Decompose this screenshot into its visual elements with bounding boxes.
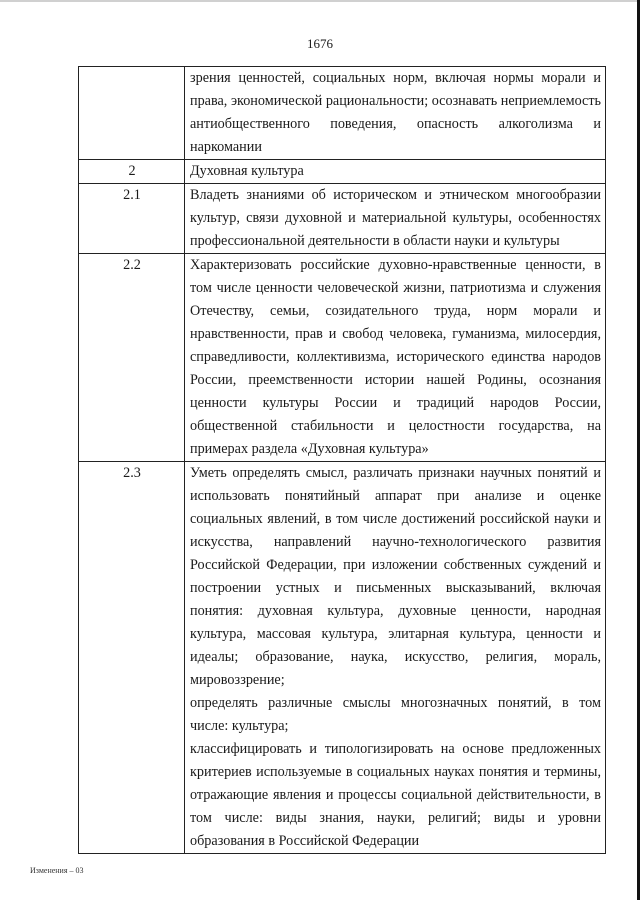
row-text (185, 462, 606, 854)
table-row (79, 462, 606, 854)
table-row (79, 184, 606, 254)
table-row (79, 254, 606, 462)
paragraph: Владеть знаниями об историческом и этническом многообразии культур, связи духовной и материальной культуры, особенностях профессиональной деятельности в области науки и культуры (190, 187, 601, 249)
row-number: 2.1 (79, 184, 185, 254)
scan-edge-top (0, 0, 640, 2)
table-row (79, 67, 606, 160)
row-number (79, 67, 185, 160)
row-text (185, 184, 606, 254)
row-text (185, 254, 606, 462)
paragraph: зрения ценностей, социальных норм, включая нормы морали и права, экономической рациональности; осознавать неприемлемость антиобщественного поведения, опасность алкоголизма и наркомании (190, 70, 601, 155)
content-table (78, 66, 606, 854)
row-number: 2.2 (79, 254, 185, 462)
paragraph: определять различные смыслы многозначных понятий, в том числе: культура; (190, 695, 601, 734)
row-text (185, 67, 606, 160)
row-text (185, 160, 606, 184)
row-number: 2.3 (79, 462, 185, 854)
page-number: 1676 (307, 36, 333, 51)
footer-note: Изменения – 03 (30, 866, 84, 875)
paragraph: классифицировать и типологизировать на основе предложенных критериев используемые в социальных науках понятия и термины, отражающие явления и процессы социальной действительности, в том числе: виды знания, науки, религий; виды и уровни образования в Российской Федерации (190, 741, 601, 849)
paragraph: Характеризовать российские духовно-нравственные ценности, в том числе ценности человеческой жизни, патриотизма и служения Отечеству, семьи, созидательного труда, норм морали и нравственности, прав и свобод человека, гуманизма, милосердия, справедливости, коллективизма, исторического единства народов России, преемственности истории нашей Родины, осознания ценности культуры России и традиций народов России, общественной стабильности и целостности государства, на примерах раздела «Духовная культура» (190, 257, 601, 457)
row-number: 2 (79, 160, 185, 184)
paragraph: Уметь определять смысл, различать признаки научных понятий и использовать понятийный аппарат при анализе и оценке социальных явлений, в том числе достижений российской науки и искусства, направлений научно-технологического развития Российской Федерации, при изложении собственных суждений и построении устных и письменных высказываний, включая понятия: духовная культура, духовные ценности, народная культура, массовая культура, элитарная культура, ценности и идеалы; образование, наука, искусство, религия, мораль, мировоззрение; (190, 465, 601, 688)
table-row (79, 160, 606, 184)
paragraph: Духовная культура (190, 163, 304, 179)
